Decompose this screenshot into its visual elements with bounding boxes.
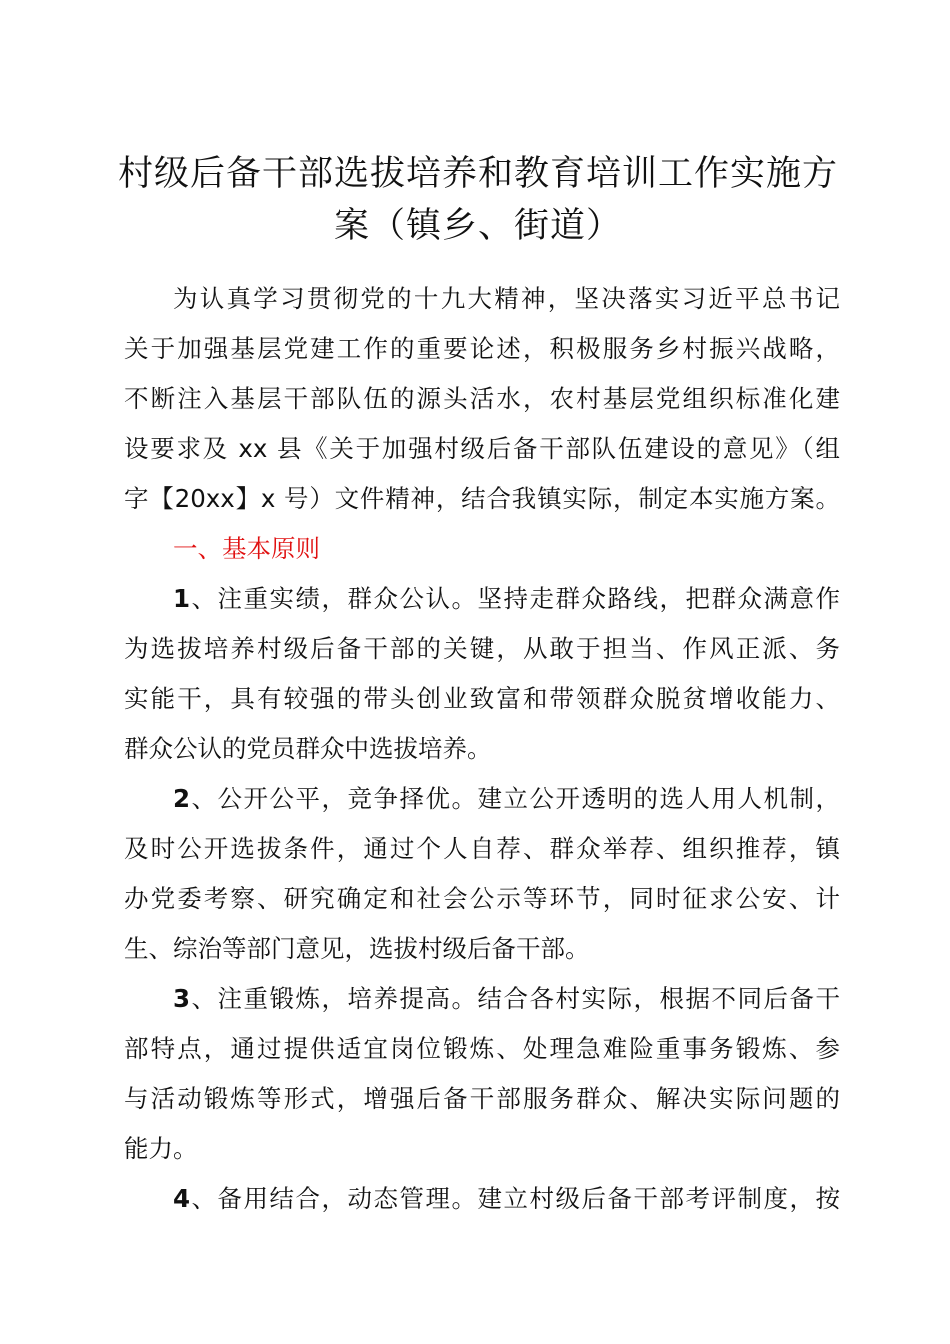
intro-line: 设要求及 xx 县《关于加强村级后备干部队伍建设的意见》（组 [124, 434, 840, 463]
principle-text: 、公开公平，竞争择优。建立公开透明的选人用人机制， [190, 784, 840, 813]
intro-line: 不断注入基层干部队伍的源头活水，农村基层党组织标准化建 [124, 384, 840, 413]
document-body [124, 274, 840, 1224]
principle-line: 能力。 [124, 1134, 198, 1163]
section-heading-basic-principles [124, 524, 840, 574]
principle-number: 3 [173, 984, 191, 1013]
principle-item-1 [124, 574, 840, 774]
intro-line: 关于加强基层党建工作的重要论述，积极服务乡村振兴战略， [124, 334, 840, 363]
principle-text: 、备用结合，动态管理。建立村级后备干部考评制度，按 [190, 1184, 840, 1213]
title-line-1: 村级后备干部选拔培养和教育培训工作实施方 [118, 154, 839, 194]
intro-paragraph [124, 274, 840, 524]
principle-line: 群众公认的党员群众中选拔培养。 [124, 734, 492, 763]
intro-line: 为认真学习贯彻党的十九大精神，坚决落实习近平总书记 [173, 284, 840, 313]
principle-item-2 [124, 774, 840, 974]
principle-line: 生、综治等部门意见，选拔村级后备干部。 [124, 934, 590, 963]
principle-text: 、注重锻炼，培养提高。结合各村实际，根据不同后备干 [190, 984, 840, 1013]
principle-line: 实能干，具有较强的带头创业致富和带领群众脱贫增收能力、 [124, 684, 840, 713]
principle-text: 、注重实绩，群众公认。坚持走群众路线，把群众满意作 [190, 584, 840, 613]
principle-number: 1 [173, 584, 191, 613]
intro-line: 字【20xx】x 号）文件精神，结合我镇实际，制定本实施方案。 [124, 484, 840, 513]
principle-number: 2 [173, 784, 191, 813]
principle-line [124, 574, 840, 624]
principle-line: 办党委考察、研究确定和社会公示等环节，同时征求公安、计 [124, 884, 840, 913]
principle-line: 为选拔培养村级后备干部的关键，从敢于担当、作风正派、务 [124, 634, 840, 663]
principle-line: 与活动锻炼等形式，增强后备干部服务群众、解决实际问题的 [124, 1084, 840, 1113]
principle-line [124, 774, 840, 824]
principle-line [124, 1174, 840, 1224]
principle-line: 及时公开选拔条件，通过个人自荐、群众举荐、组织推荐，镇 [124, 834, 840, 863]
principle-number: 4 [173, 1184, 191, 1213]
principle-item-3 [124, 974, 840, 1174]
principle-item-4 [124, 1174, 840, 1224]
title-line-2: 案（镇乡、街道） [333, 206, 622, 246]
principle-line [124, 974, 840, 1024]
document-title [118, 148, 838, 252]
section-heading: 一、基本原则 [173, 534, 320, 563]
principle-line: 部特点，通过提供适宜岗位锻炼、处理急难险重事务锻炼、参 [124, 1034, 840, 1063]
